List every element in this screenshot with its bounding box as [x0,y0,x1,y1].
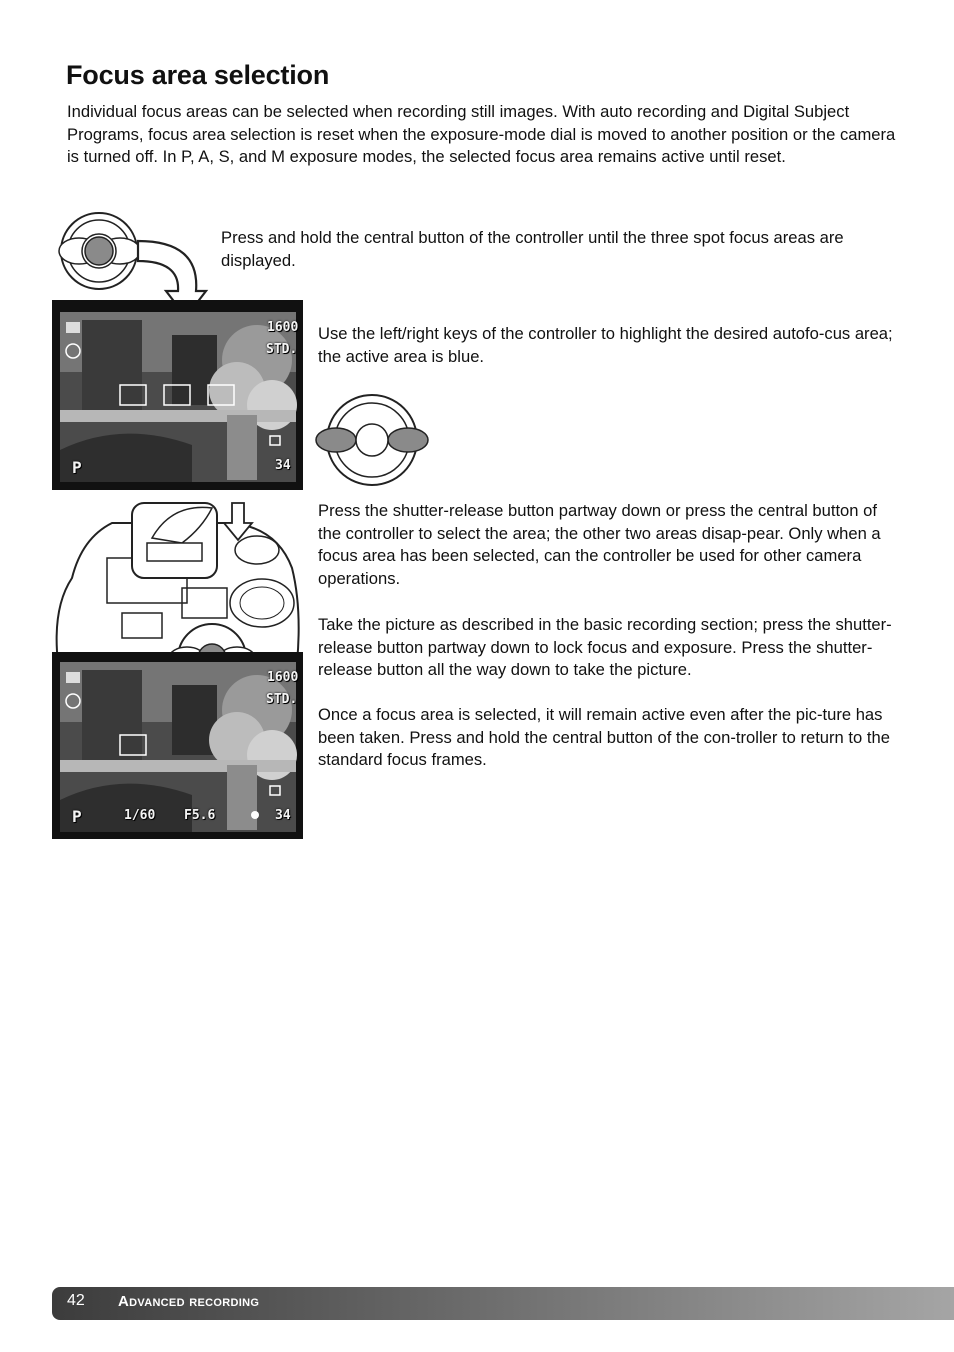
page-title: Focus area selection [66,60,330,90]
lcd-preview-selected-focus-area [52,652,303,839]
lcd2-frames: 34 [275,808,291,823]
intro-paragraph: Individual focus areas can be selected when recording still images. With auto recording and Digital Subject Programs, focus area selection is reset when the exposure-mode dial is moved to another position or the camera is turned off. In P, A, S, and M exposure modes, the selected focus area remains active until reset. [67,102,896,167]
camera-mode-icon [66,322,80,333]
step-1-text: Press and hold the central button of the controller until the three spot focus areas are displayed. [221,228,844,270]
step-2-text: Use the left/right keys of the controller to highlight the desired autofo-cus area; the active area is blue. [318,324,893,366]
lcd1-quality: STD. [266,342,298,357]
lcd1-frames: 34 [275,458,291,473]
step-5-text: Once a focus area is selected, it will remain active even after the pic-ture has been taken. Press and hold the central button of the con-troller to return to the standard focus frames. [318,705,890,770]
lcd2-shutter: 1/60 [124,808,156,823]
camera-mode-icon [66,672,80,683]
lcd2-resolution: 1600 [267,670,299,685]
lcd1-mode: P [72,458,82,477]
step-4-text: Take the picture as described in the basic recording section; press the shutter-release button partway down to lock focus and exposure. Press the shutter-release button all the way down to take the picture. [318,615,892,680]
lcd2-aperture: F5.6 [184,808,216,823]
controller-left-right-icon [312,390,432,490]
lcd1-resolution: 1600 [267,320,299,335]
lcd-preview-three-focus-areas [52,300,303,490]
step-3-text: Press the shutter-release button partway down or press the central button of the controller to select the area; the other two areas disap-pear. Only when a focus area has been selected, can the controller be used for other camera operations. [318,501,881,588]
lcd2-mode: P [72,807,82,826]
page-number: 42 [67,1292,85,1309]
section-name: Advanced recording [118,1293,260,1310]
lcd2-quality: STD. [266,692,298,707]
